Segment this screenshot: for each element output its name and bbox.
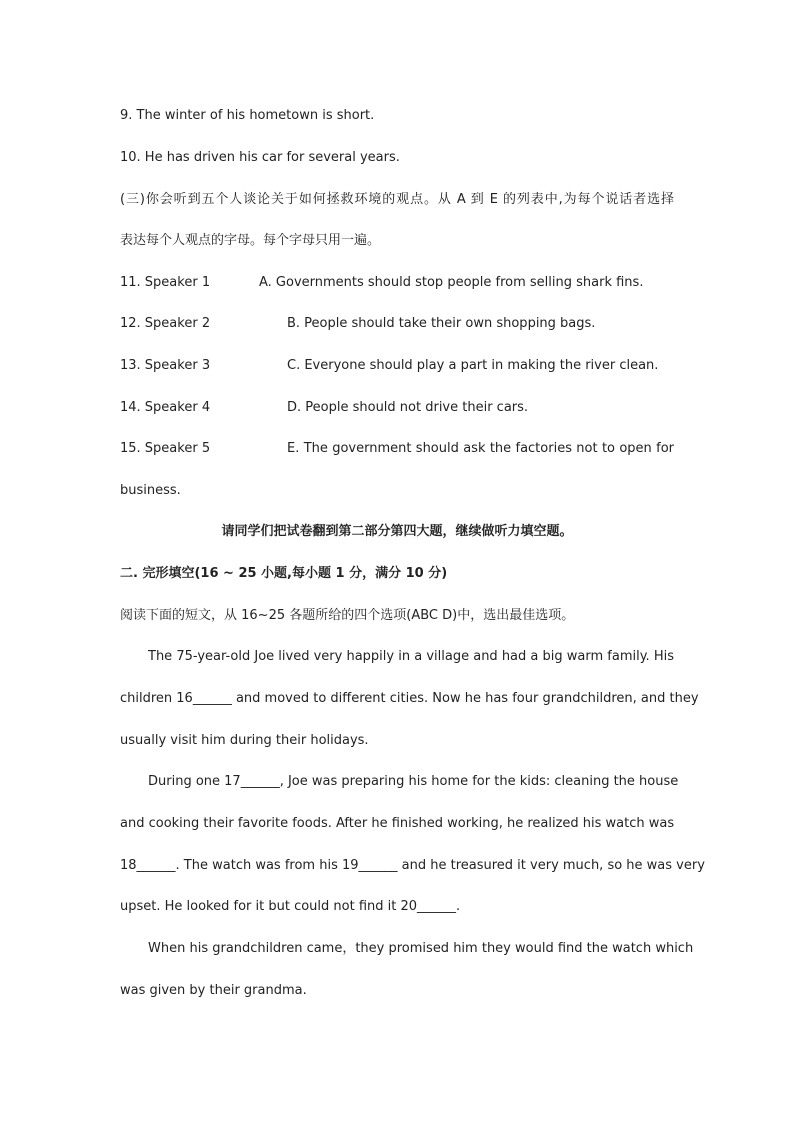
question-9: 9. The winter of his hometown is short. [120, 108, 375, 123]
speaker-option-a: A. Governments should stop people from selling shark fins. [259, 275, 644, 290]
passage-line: The 75-year-old Joe lived very happily in a village and had a big warm family. His [148, 649, 674, 664]
passage-line: children 16______ and moved to different cities. Now he has four grandchildren, and they [120, 691, 699, 706]
speaker-1-label: 11. Speaker 1 [120, 275, 211, 290]
passage-line: was given by their grandma. [120, 983, 307, 998]
speaker-option-c: C. Everyone should play a part in making the river clean. [287, 358, 659, 373]
passage-line: upset. He looked for it but could not find it 20______. [120, 899, 461, 914]
speaker-option-b: B. People should take their own shopping bags. [287, 316, 596, 331]
part-2-heading: 二. 完形填空(16 ~ 25 小题,每小题 1 分，满分 10 分) [120, 566, 448, 581]
passage-line: When his grandchildren came，they promised him they would find the watch which [148, 941, 694, 956]
speaker-2-label: 12. Speaker 2 [120, 316, 211, 331]
part-2-instruction: 阅读下面的短文，从 16~25 各题所给的四个选项(ABC D)中，选出最佳选项。 [120, 608, 575, 623]
passage-line: During one 17______, Joe was preparing his home for the kids: cleaning the house [148, 774, 679, 789]
speaker-option-e: E. The government should ask the factories not to open for [287, 441, 674, 456]
section-3-instruction-line-1: (三)你会听到五个人谈论关于如何拯救环境的观点。从 A 到 E 的列表中,为每个说话者选择 [120, 192, 674, 207]
notice-turn-page: 请同学们把试卷翻到第二部分第四大题，继续做听力填空题。 [221, 524, 573, 539]
speaker-option-d: D. People should not drive their cars. [287, 400, 529, 415]
speaker-3-label: 13. Speaker 3 [120, 358, 211, 373]
speaker-5-label: 15. Speaker 5 [120, 441, 211, 456]
passage-line: 18______. The watch was from his 19______ and he treasured it very much, so he was very [120, 858, 705, 873]
passage-line: usually visit him during their holidays. [120, 733, 369, 748]
speaker-4-label: 14. Speaker 4 [120, 400, 211, 415]
question-10: 10. He has driven his car for several years. [120, 150, 400, 165]
speaker-option-e-continuation: business. [120, 483, 181, 498]
passage-line: and cooking their favorite foods. After he finished working, he realized his watch was [120, 816, 675, 831]
section-3-instruction-line-2: 表达每个人观点的字母。每个字母只用一遍。 [120, 233, 381, 248]
